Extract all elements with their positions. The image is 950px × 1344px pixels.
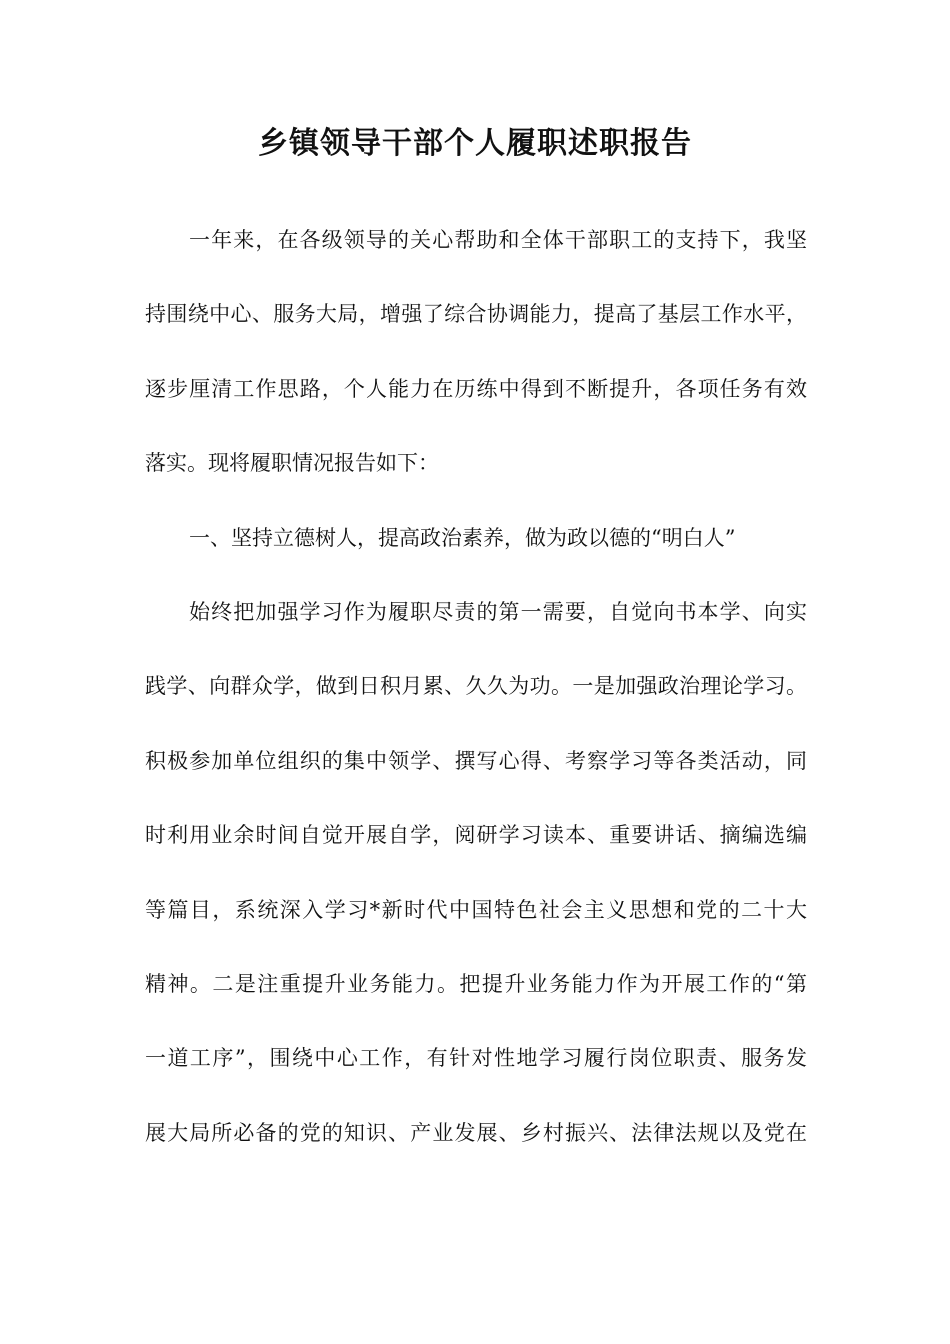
text-line: 始终把加强学习作为履职尽责的第一需要，自觉向书本学、向实 bbox=[189, 599, 807, 624]
text-line: 一道工序”，围绕中心工作，有针对性地学习履行岗位职责、服务发 bbox=[145, 1046, 807, 1071]
text-line: 时利用业余时间自觉开展自学，阅研学习读本、重要讲话、摘编选编 bbox=[145, 823, 807, 848]
text-line: 精神。二是注重提升业务能力。把提升业务能力作为开展工作的“第 bbox=[145, 971, 807, 996]
text-line: 一年来，在各级领导的关心帮助和全体干部职工的支持下，我坚 bbox=[189, 228, 807, 252]
document-title: 乡镇领导干部个人履职述职报告 bbox=[258, 126, 692, 161]
text-line: 等篇目，系统深入学习*新时代中国特色社会主义思想和党的二十大 bbox=[145, 897, 807, 922]
text-line: 逐步厘清工作思路，个人能力在历练中得到不断提升，各项任务有效 bbox=[145, 376, 807, 401]
text-line: 践学、向群众学，做到日积月累、久久为功。一是加强政治理论学习。 bbox=[145, 674, 807, 699]
text-line: 一、坚持立德树人，提高政治素养，做为政以德的“明白人” bbox=[189, 525, 736, 550]
text-line: 展大局所必备的党的知识、产业发展、乡村振兴、法律法规以及党在 bbox=[145, 1120, 807, 1145]
text-line: 持围绕中心、服务大局，增强了综合协调能力，提高了基层工作水平， bbox=[145, 302, 807, 327]
text-line: 积极参加单位组织的集中领学、撰写心得、考察学习等各类活动，同 bbox=[145, 748, 807, 773]
document-body bbox=[145, 222, 807, 1189]
text-line: 落实。现将履职情况报告如下： bbox=[145, 451, 439, 476]
